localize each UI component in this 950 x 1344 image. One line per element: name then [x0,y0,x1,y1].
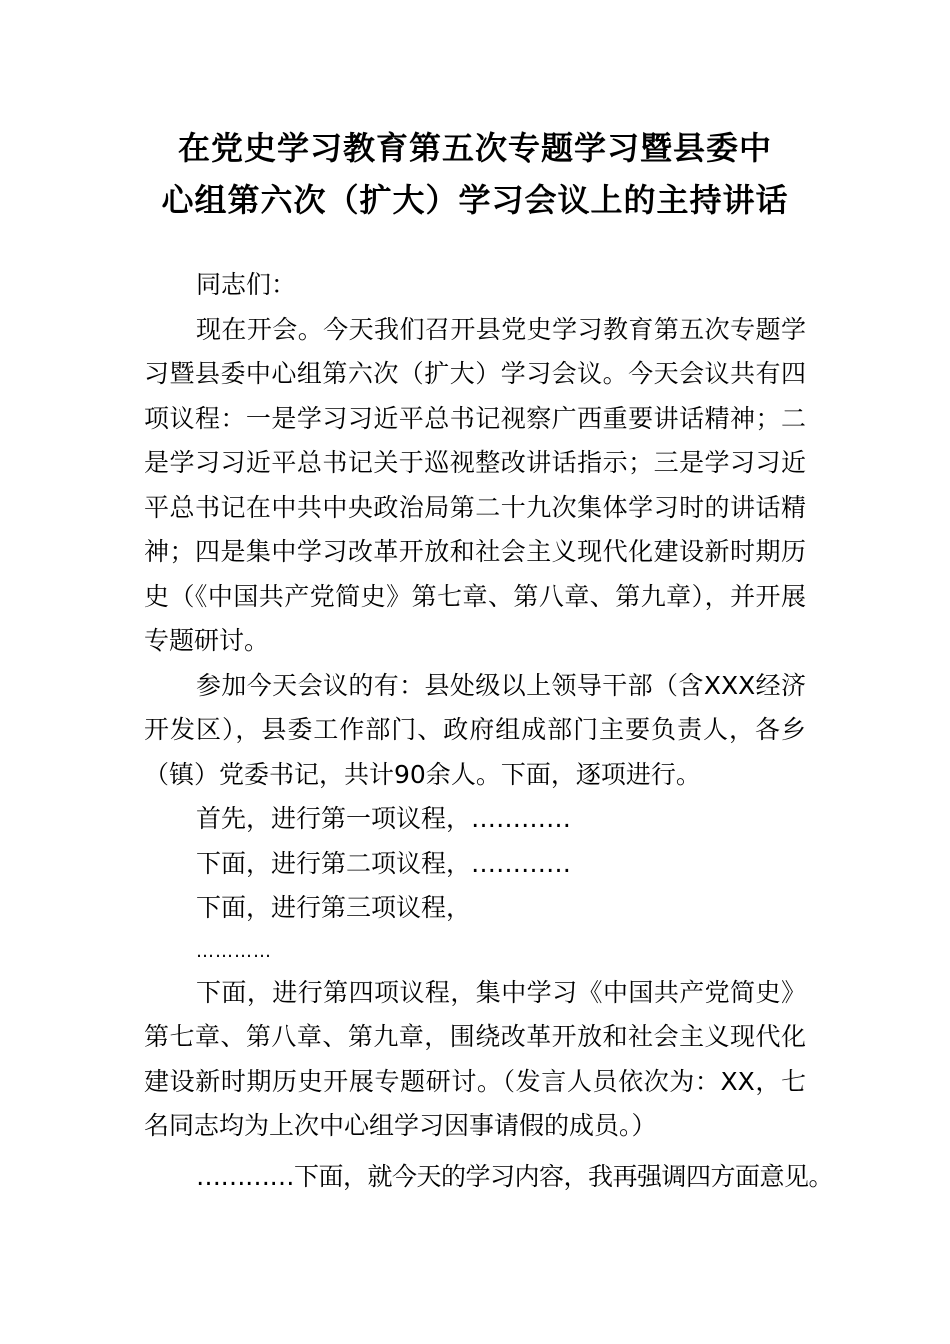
document-title [140,122,810,226]
paragraph-agenda-2: 下面，进行第二项议程，………… [196,848,572,878]
document-body [144,263,834,1199]
paragraph-agenda-4: 下面，进行第四项议程，集中学习《中国共产党简史》第七章、第八章、第九章，围绕改革开放和社会主义现代化建设新时期历史开展专题研讨。（发言人员依次为：XX，七名同志均为上次中心组学习因事请假的成员。） [144,977,806,1140]
paragraph-agenda-3: 下面，进行第三项议程， [196,893,472,922]
title-line-2: 心组第六次（扩大）学习会议上的主持讲话 [161,181,789,219]
title-line-1: 在党史学习教育第五次专题学习暨县委中 [177,129,772,167]
paragraph-agenda-1: 首先，进行第一项议程，………… [196,804,572,833]
paragraph-closing: …………下面，就今天的学习内容，我再强调四方面意见。 [196,1161,834,1191]
paragraph-attendees: 参加今天会议的有：县处级以上领导干部（含XXX经济开发区），县委工作部门、政府组成部门主要负责人，各乡（镇）党委书记，共计90余人。下面，逐项进行。 [144,670,806,789]
paragraph-opening: 现在开会。今天我们召开县党史学习教育第五次专题学习暨县委中心组第六次（扩大）学习会议。今天会议共有四项议程：一是学习习近平总书记视察广西重要讲话精神；二是学习习近平总书记关于巡视整改讲话指示；三是学习习近平总书记在中共中央政治局第二十九次集体学习时的讲话精神；四是集中学习改革开放和社会主义现代化建设新时期历史（《中国共产党简史》第七章、第八章、第九章），并开展专题研讨。 [144,314,806,655]
paragraph-ellipsis: ………… [196,940,272,962]
salutation: 同志们： [196,270,297,299]
